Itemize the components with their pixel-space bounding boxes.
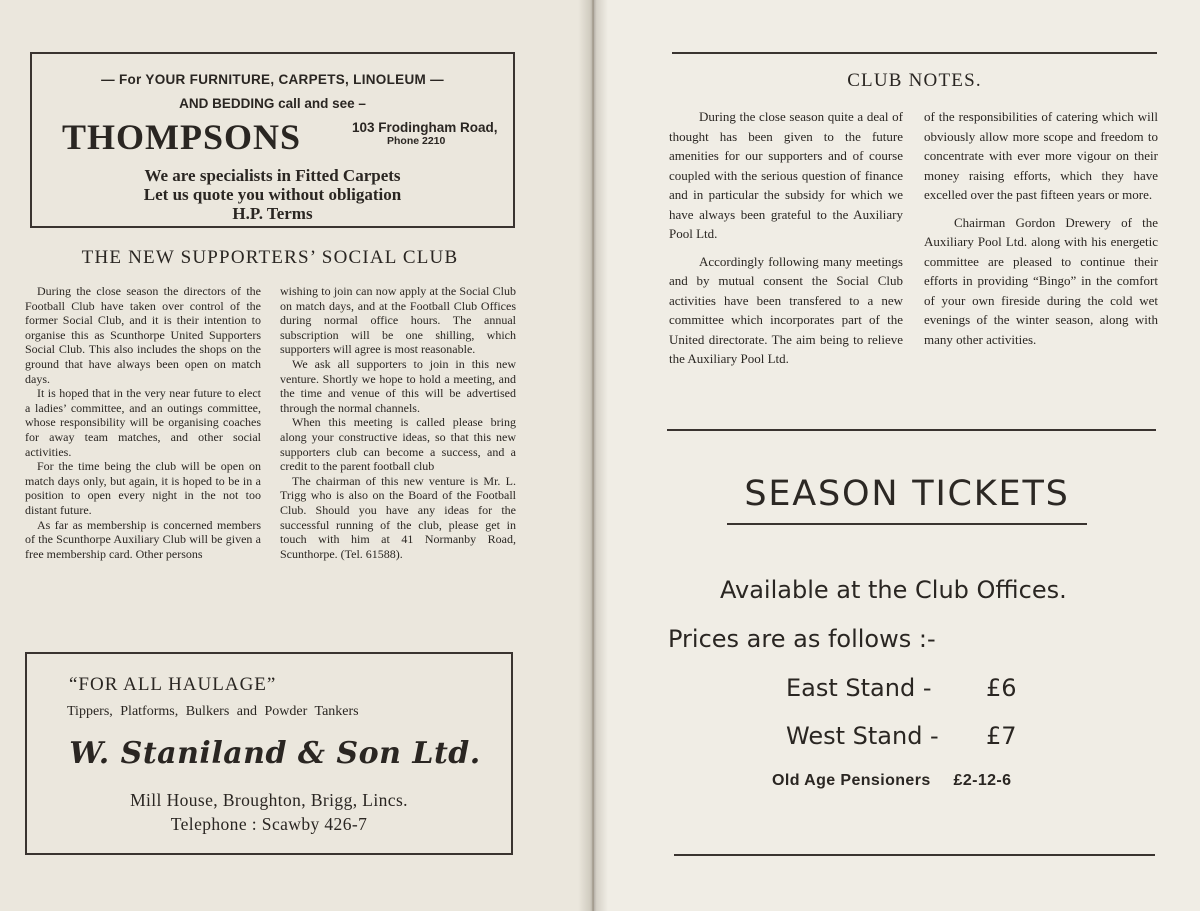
advert-address: 103 Frodingham Road, (352, 120, 498, 135)
advert-line: AND BEDDING call and see – (179, 96, 366, 111)
notes-paragraph: Accordingly following many meetings and by mutual consent the Social Club activities have been transfered to a new committee which incorporates part of the United directorate. The aim being to relieve the Auxiliary Pool Ltd. (669, 253, 903, 366)
notes-paragraph: During the close season quite a deal of thought has been given to the future amenities for our supporters and of course coupled with the serious question of finance and in particular the subsidy for which we have always been grateful to the Auxiliary Pool Ltd. (669, 109, 903, 241)
article-paragraph: As far as membership is concerned members of the Scunthorpe Auxiliary Club will be given a free membership card. Other persons (25, 517, 261, 561)
advert-brand: THOMPSONS (62, 117, 302, 157)
advert-line: — For YOUR FURNITURE, CARPETS, LINOLEUM — (101, 72, 444, 87)
price-row-east (786, 674, 1017, 702)
article-paragraph: It is hoped that in the very near future to elect a ladies’ committee, and an outings committee, whose responsibility will be organising coaches for away team matches, and other social activities. (25, 386, 261, 459)
advert-phone: Telephone : Scawby 426-7 (170, 814, 368, 834)
left-page (0, 0, 592, 911)
notes-paragraph: Chairman Gordon Drewery of the Auxiliary Pool Ltd. along with his energetic committee are pleased to continue their efforts in providing “Bingo” in the comfort of your own fireside during the cold wet evenings of the winter season, along with many other activities. (924, 214, 1158, 347)
price-label: Old Age Pensioners (772, 772, 931, 789)
advert-tagline: We are specialists in Fitted Carpets (144, 166, 401, 185)
prices-intro: Prices are as follows :- (668, 625, 936, 653)
article-paragraph: We ask all supporters to join in this new venture. Shortly we hope to hold a meeting, and the time and venue of this will be advertised through the normal channels. (280, 356, 516, 415)
social-club-heading: THE NEW SUPPORTERS’ SOCIAL CLUB (81, 247, 459, 268)
page-gutter (578, 0, 608, 911)
article-paragraph: The chairman of this new venture is Mr. L. Trigg who is also on the Board of the Football Club. Should you have any ideas for the successful running of the club, please get in touch with him at 41 Normanby Road, Scunthorpe. (Tel. 61588). (280, 473, 516, 561)
article-paragraph: When this meeting is called please bring along your constructive ideas, so that this new supporters club can become a success, and a credit to the parent football club (280, 415, 516, 474)
notes-paragraph: of the responsibilities of catering which will obviously allow more scope and freedom to concentrate with ever more vigour on their money raising efforts, which they have excelled over the past fifteen years or more. (924, 109, 1158, 202)
price-value: £2-12-6 (953, 772, 1012, 789)
article-column-2 (280, 284, 516, 561)
price-value: £6 (986, 674, 1017, 702)
advert-quote: “FOR ALL HAULAGE” (69, 674, 277, 695)
divider (667, 429, 1156, 431)
advert-tagline: Let us quote you without obligation (143, 185, 402, 204)
price-row-oap (772, 772, 1011, 790)
advert-services: Tippers, Platforms, Bulkers and Powder Tankers (67, 704, 359, 719)
notes-column-1 (669, 107, 903, 377)
advert-address: Mill House, Broughton, Brigg, Lincs. (130, 790, 408, 810)
article-column-1 (25, 284, 261, 561)
season-tickets-heading: SEASON TICKETS (744, 474, 1070, 514)
price-label: West Stand - (786, 722, 939, 750)
divider (672, 52, 1157, 54)
club-notes-heading: CLUB NOTES. (847, 70, 982, 91)
article-paragraph: During the close season the directors of the Football Club have taken over control of the former Social Club, and it is their intention to organise this as Scunthorpe United Supporters Social Club. This also includes the shops on the ground that have always been open on match days. (25, 284, 261, 386)
price-label: East Stand - (786, 674, 932, 702)
notes-column-2 (924, 107, 1158, 357)
advert-tagline: H.P. Terms (232, 204, 313, 223)
haulage-advert (25, 652, 513, 855)
price-row-west (786, 722, 1017, 750)
price-value: £7 (986, 722, 1017, 750)
advert-address-block (352, 120, 498, 147)
thompsons-advert (30, 52, 515, 228)
advert-phone: Phone 2210 (387, 135, 446, 147)
divider (674, 854, 1155, 856)
heading-underline (727, 523, 1087, 525)
article-paragraph: For the time being the club will be open on match days only, but again, it is hoped to be in a position to open every night in the not too distant future. (25, 459, 261, 517)
article-paragraph: wishing to join can now apply at the Social Club on match days, and at the Football Club Offices during normal office hours. The annual subscription will be one shilling, which supporters will agree is most reasonable. (280, 284, 516, 357)
advert-company: W. Staniland & Son Ltd. (69, 736, 481, 771)
availability-text: Available at the Club Offices. (720, 576, 1067, 604)
